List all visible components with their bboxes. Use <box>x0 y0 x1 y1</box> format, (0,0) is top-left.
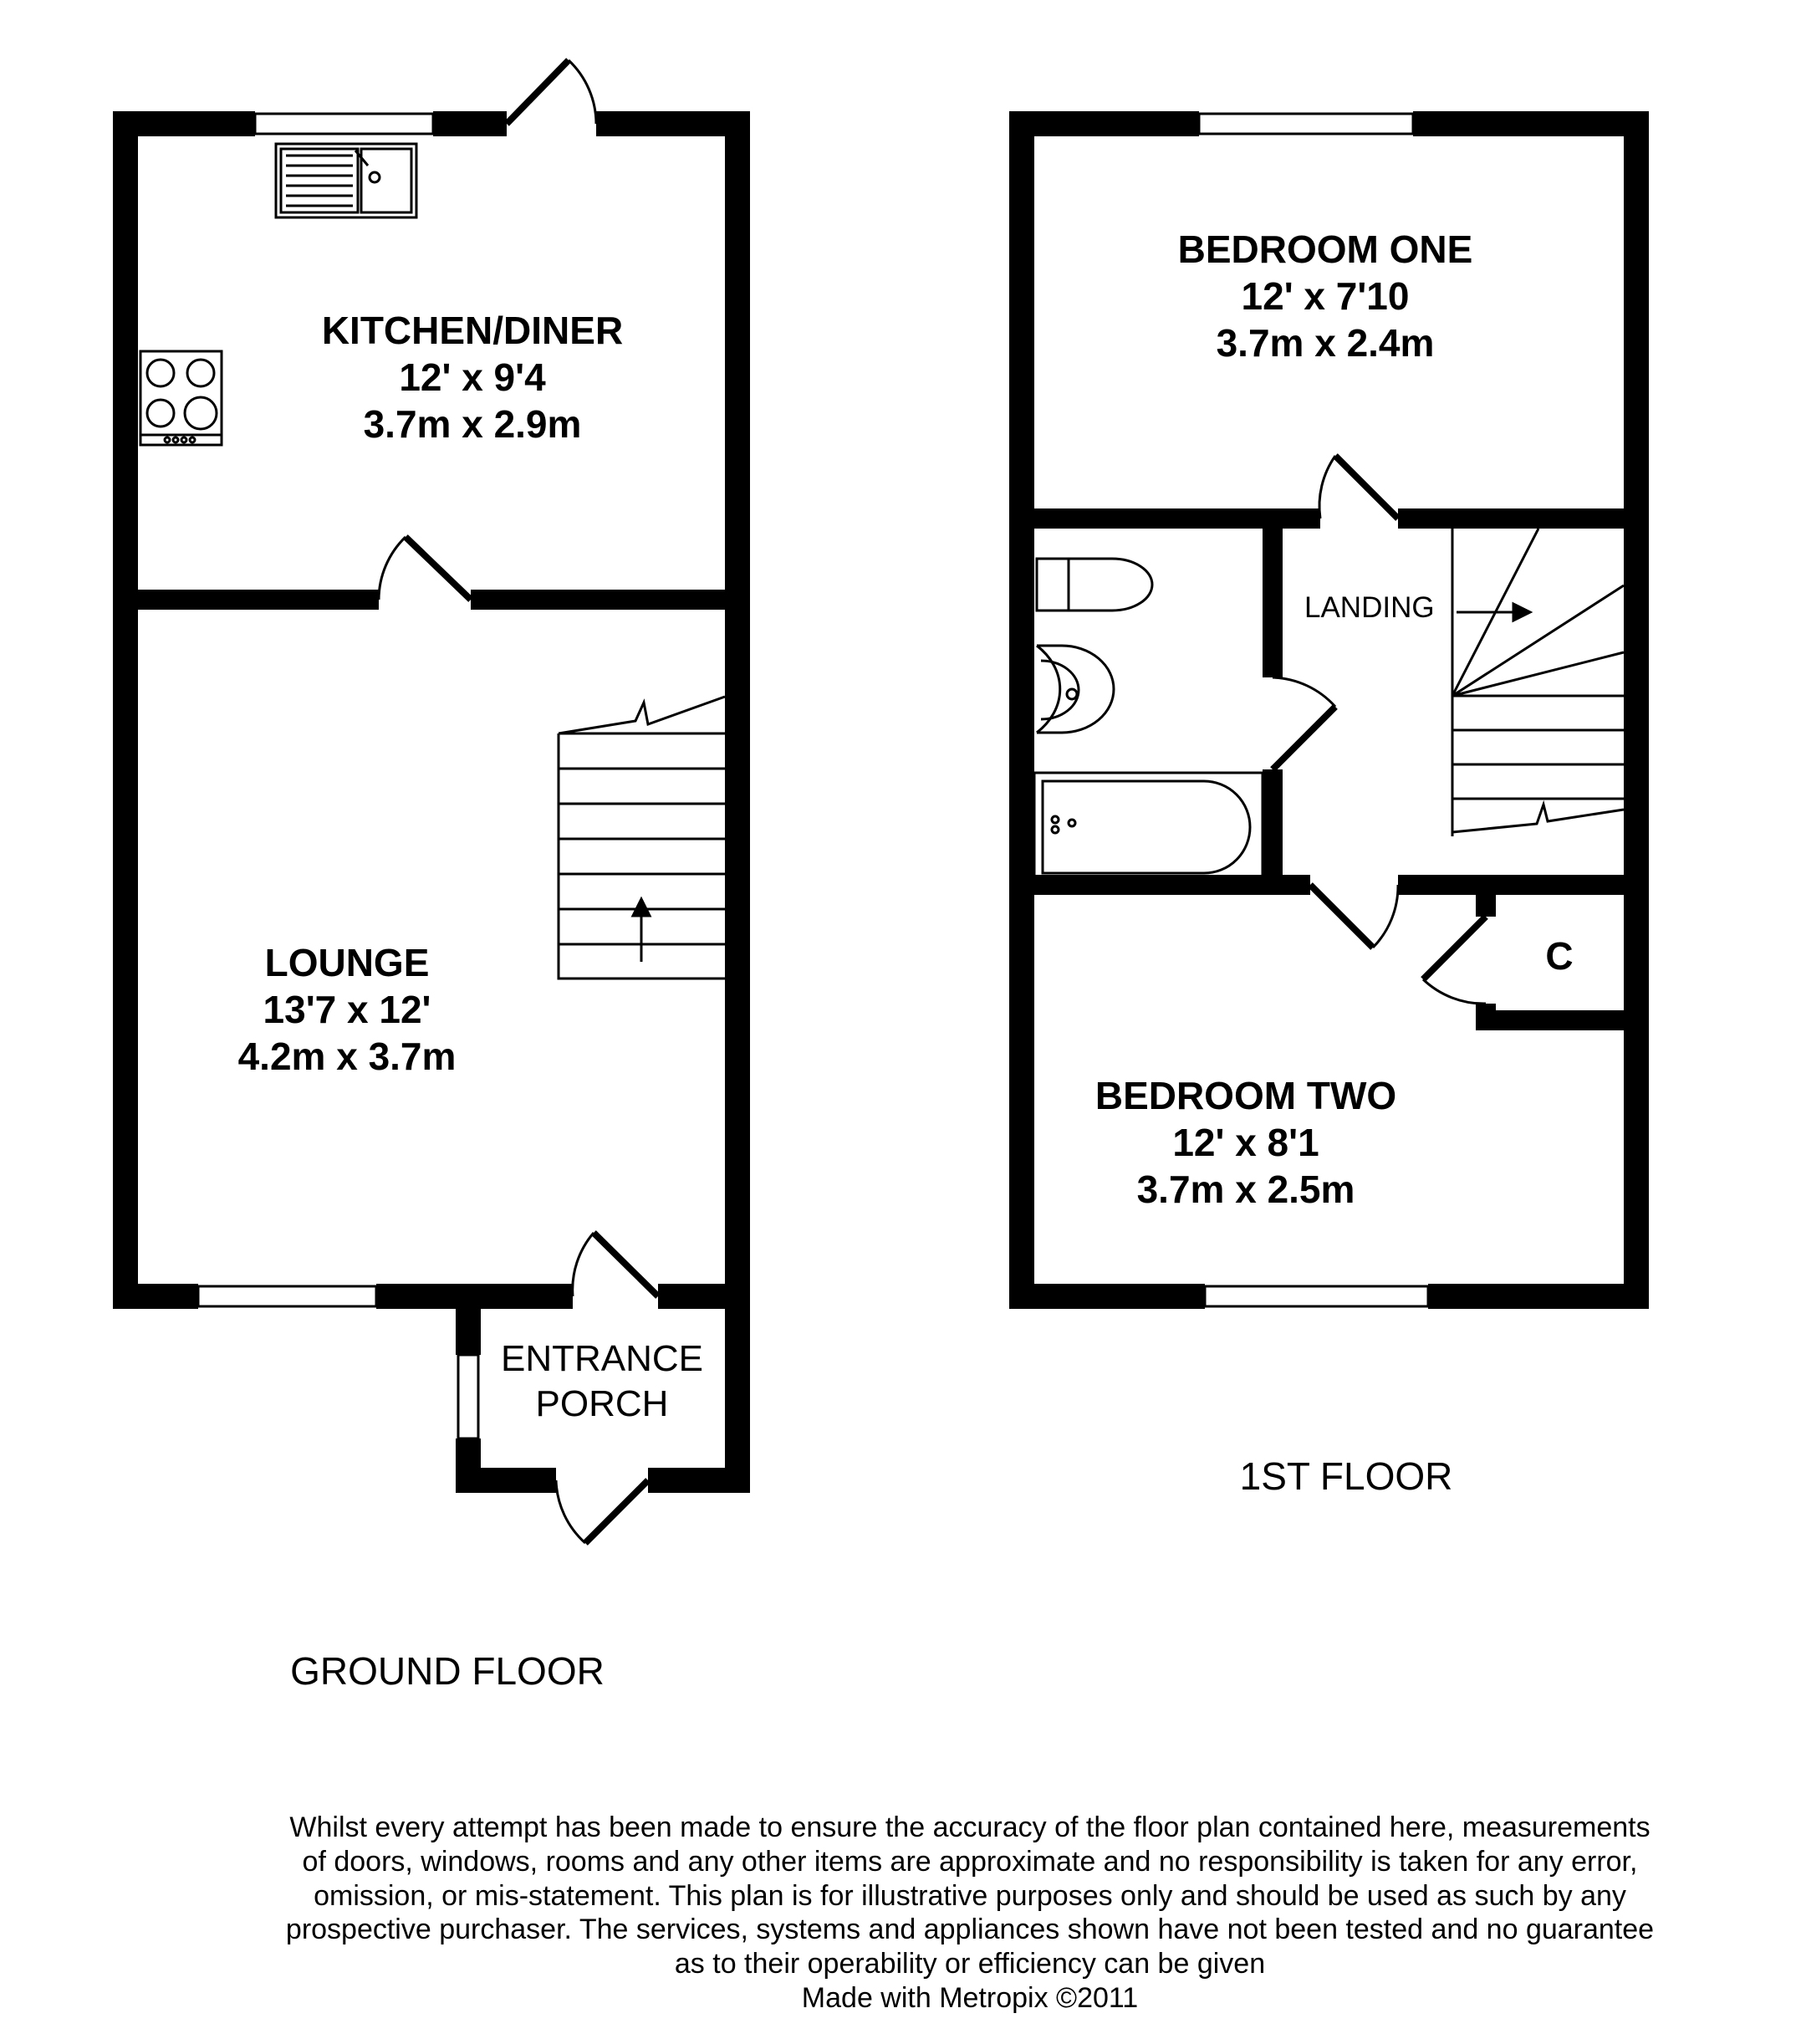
bedroom-one-imperial: 12' x 7'10 <box>1241 274 1410 319</box>
bedroom-two-metric: 3.7m x 2.5m <box>1136 1168 1355 1212</box>
ground-floor-doors <box>379 60 658 1543</box>
first-stairs-icon <box>1452 529 1624 836</box>
lounge-name: LOUNGE <box>264 941 430 984</box>
kitchen-diner-metric: 3.7m x 2.9m <box>363 402 582 447</box>
credit-text: Made with Metropix ©2011 <box>801 1981 1139 2014</box>
lounge-imperial: 13'7 x 12' <box>263 988 431 1032</box>
kitchen-sink-icon <box>276 144 416 217</box>
kitchen-diner-name: KITCHEN/DINER <box>321 309 624 352</box>
kitchen-diner-label <box>276 307 669 447</box>
disclaimer-line: of doors, windows, rooms and any other items are approximate and no responsibility is taken for any error, <box>302 1845 1638 1878</box>
cupboard-label: C <box>1545 934 1574 978</box>
bedroom-one-name: BEDROOM ONE <box>1177 227 1473 271</box>
kitchen-window <box>255 114 433 134</box>
bedroom-two-window <box>1205 1286 1428 1306</box>
toilet-icon <box>1037 559 1152 611</box>
ground-floor-title: GROUND FLOOR <box>290 1649 605 1693</box>
disclaimer-line: omission, or mis-statement. This plan is for illustrative purposes only and should be used as such by any <box>314 1879 1626 1912</box>
basin-icon <box>1037 646 1114 733</box>
porch-line1: ENTRANCE <box>500 1338 704 1379</box>
bedroom-two-name: BEDROOM TWO <box>1094 1074 1397 1117</box>
first-floor-title: 1ST FLOOR <box>1239 1454 1453 1498</box>
bedroom-one-label <box>1129 226 1522 366</box>
porch-window <box>458 1355 478 1438</box>
bedroom-one-window <box>1199 114 1413 134</box>
hob-icon <box>140 351 222 445</box>
porch-line2: PORCH <box>535 1382 669 1424</box>
ground-stairs-icon <box>559 697 725 979</box>
bedroom-two-imperial: 12' x 8'1 <box>1172 1121 1319 1165</box>
kitchen-diner-imperial: 12' x 9'4 <box>399 355 546 400</box>
disclaimer <box>151 1811 1789 2016</box>
disclaimer-line: Whilst every attempt has been made to ensure the accuracy of the floor plan contained here, measurements <box>289 1811 1651 1843</box>
lounge-label <box>180 939 514 1080</box>
bath-icon <box>1034 773 1263 881</box>
lounge-window <box>198 1286 376 1306</box>
disclaimer-line: as to their operability or efficiency can be given <box>674 1948 1266 1980</box>
lounge-metric: 4.2m x 3.7m <box>237 1035 457 1079</box>
entrance-porch-label <box>481 1336 723 1426</box>
bedroom-one-metric: 3.7m x 2.4m <box>1216 321 1435 365</box>
bedroom-two-label <box>1045 1072 1446 1213</box>
landing-label: LANDING <box>1304 591 1435 624</box>
disclaimer-line: prospective purchaser. The services, systems and appliances shown have not been tested and no guarantee <box>285 1914 1655 1946</box>
